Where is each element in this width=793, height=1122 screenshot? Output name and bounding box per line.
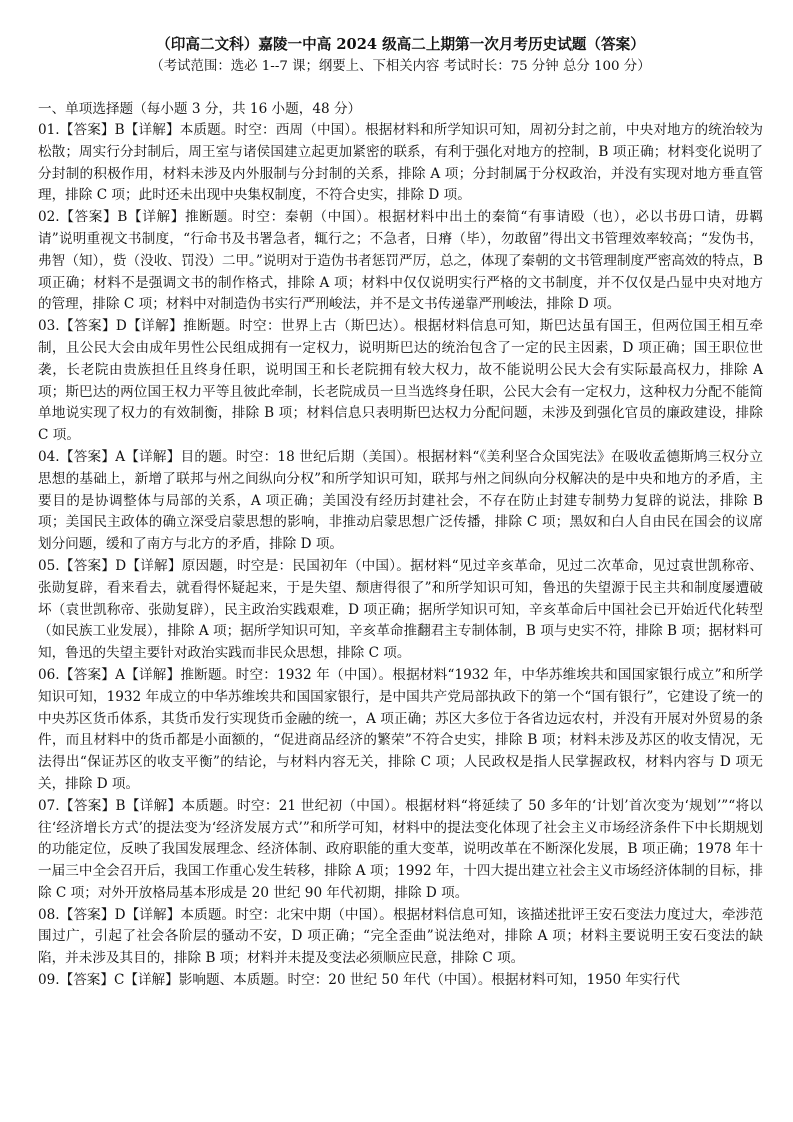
answer-explanation: 【答案】A【详解】目的题。时空：18 世纪后期（美国）。根据材料“《美利坚合众国宪法》在吸收孟德斯鸠三权分立思想的基础上，新增了联邦与州之间纵向分权”和所学知识可知，联邦与州之间纵向分权解决的是中央和地方的矛盾，主要目的是协调整体与局部的关系，A 项正确；美国没有经历封建社会，不存在防止封建专制势力复辟的说法，排除 B 项；美国民主政体的确立深受启蒙思想的影响，非推动启蒙思想广泛传播，排除 C 项；黑奴和白人自由民在国会的议席划分问题，缓和了南方与北方的矛盾，排除 D 项。 bbox=[38, 448, 763, 553]
question-number: 01. bbox=[38, 122, 60, 138]
answer-item-03 bbox=[38, 316, 763, 447]
document-title: （印高二文科）嘉陵一中高 2024 级高二上期第一次月考历史试题（答案） bbox=[156, 36, 645, 53]
question-number: 03. bbox=[38, 318, 60, 335]
question-number: 08. bbox=[38, 906, 60, 923]
answer-item-06 bbox=[38, 665, 763, 796]
answer-item-04 bbox=[38, 447, 763, 556]
question-number: 06. bbox=[38, 666, 60, 683]
answer-explanation: 【答案】A【详解】推断题。时空：1932 年（中国）。根据材料“1932 年，中华苏维埃共和国国家银行成立”和所学知识可知，1932 年成立的中华苏维埃共和国国家银行，是中国共产党局部执政下的第一个“国有银行”，它建设了统一的中央苏区货币体系，其货币发行实现货币金融的统一，A 项正确；苏区大多位于各省边远农村，并没有开展对外贸易的条件，而且材料中的货币都是小面额的，“促进商品经济的繁荣”不符合史实，排除 B 项；材料未涉及苏区的收支情况，无法得出“保证苏区的收支平衡”的结论，与材料内容无关，排除 C 项；人民政权是指人民掌握政权，材料内容与 D 项无关，排除 D 项。 bbox=[38, 666, 763, 792]
question-number: 02. bbox=[38, 209, 60, 226]
question-number: 07. bbox=[38, 797, 60, 814]
answer-item-07 bbox=[38, 796, 763, 905]
answer-explanation: 【答案】D【详解】原因题，时空是：民国初年（中国）。据材料“见过辛亥革命，见过二次革命，见过袁世凯称帝、张勋复辟，看来看去，就看得怀疑起来，于是失望、颓唐得很了”和所学知识可知，鲁迅的失望源于民主共和制度屡遭破坏（袁世凯称帝、张勋复辟），民主政治实践艰难，D 项正确；据所学知识可知，辛亥革命后中国社会已开始近代化转型（如民族工业发展），排除 A 项；据所学知识可知，辛亥革命推翻君主专制体制，B 项与史实不符，排除 B 项；据材料可知，鲁迅的失望主要针对政治实践而非民众思想，排除 C 项。 bbox=[38, 557, 763, 662]
answer-explanation: 【答案】C【详解】影响题、本质题。时空：20 世纪 50 年代（中国）。根据材料可知，1950 年实行代 bbox=[59, 972, 680, 989]
question-number: 05. bbox=[38, 557, 60, 574]
answer-item-02 bbox=[38, 207, 763, 316]
answer-explanation: 【答案】D【详解】推断题。时空：世界上古（斯巴达）。根据材料信息可知，斯巴达虽有国王，但两位国王相互牵制，且公民大会由成年男性公民组成拥有一定权力，说明斯巴达的统治包含了一定的民主因素，D 项正确；国王职位世袭，长老院由贵族担任且终身任职，说明国王和长老院拥有较大权力，故不能说明公民大会有实际最高权力，排除 A 项；斯巴达的两位国王权力平等且彼此牵制，长老院成员一旦当选终身任职，公民大会有一定权力，这种权力分配不能简单地说实现了权力的有效制衡，排除 B 项；材料信息只表明斯巴达权力分配问题，未涉及到强化官员的廉政建设，排除 C 项。 bbox=[38, 318, 763, 444]
answer-explanation: 【答案】B【详解】推断题。时空：秦朝（中国）。根据材料中出土的秦简“有事请殴（也），必以书毋口请，毋羁请”说明重视文书制度，“行命书及书署急者，辄行之；不急者，日瘠（毕），勿敢留”得出文书管理效率较高；“发伪书，弗智（知），赀（没收、罚没）二甲。”说明对于造伪书者惩罚严厉，总之，体现了秦朝的文书管理制度严密高效的特点，B 项正确；材料不是强调文书的制作格式，排除 A 项；材料中仅仅说明实行严格的文书制度，并不仅仅是凸显中央对地方的管理，排除 C 项；材料中对制造伪书实行严刑峻法，并不是文书传递靠严刑峻法，排除 D 项。 bbox=[38, 209, 763, 313]
answer-item-09 bbox=[38, 970, 763, 992]
answer-explanation: 【答案】B【详解】本质题。时空：21 世纪初（中国）。根据材料“将延续了 50 多年的‘计划’首次变为‘规划’”“将以往‘经济增长方式’的提法变为‘经济发展方式’”和所学可知，材料中的提法变化体现了社会主义市场经济条件下中长期规划的功能定位，反映了我国发展理念、经济体制、政府职能的重大变革，说明改革在不断深化发展，B 项正确；1978 年十一届三中全会召开后，我国工作重心发生转移，排除 A 项；1992 年，十四大提出建立社会主义市场经济体制的目标，排除 C 项；对外开放格局基本形成是 20 世纪 90 年代初期，排除 D 项。 bbox=[38, 797, 763, 901]
answer-explanation: 【答案】D【详解】本质题。时空：北宋中期（中国）。根据材料信息可知，该描述批评王安石变法力度过大，牵涉范围过广，引起了社会各阶层的骚动不安，D 项正确；“完全歪曲”说法绝对，排除 A 项；材料主要说明王安石变法的缺陷，并未涉及其目的，排除 B 项；材料并未提及变法必须顺应民意，排除 C 项。 bbox=[38, 906, 763, 967]
answer-item-05 bbox=[38, 556, 763, 665]
question-number: 04. bbox=[38, 448, 60, 465]
answer-explanation: 【答案】B【详解】本质题。时空：西周（中国）。根据材料和所学知识可知，周初分封之前，中央对地方的统治较为松散；周实行分封制后，周王室与诸侯国建立起更加紧密的联系，有利于强化对地方的控制，B 项正确；材料变化说明了分封制的积极作用，材料未涉及内外服制与分封制的关系，排除 A 项；分封制属于分权政治，并没有实现对地方垂直管理，排除 C 项；此时还未出现中央集权制度，不符合史实，排除 D 项。 bbox=[38, 122, 763, 204]
answer-item-01 bbox=[38, 120, 763, 207]
question-number: 09. bbox=[38, 972, 60, 989]
answer-item-08 bbox=[38, 905, 763, 970]
exam-info: （考试范围：选必 1--7 课；纲要上、下相关内容 考试时长：75 分钟 总分 100 分） bbox=[150, 59, 651, 74]
section-heading: 一、单项选择题（每小题 3 分，共 16 小题，48 分） bbox=[38, 101, 362, 117]
